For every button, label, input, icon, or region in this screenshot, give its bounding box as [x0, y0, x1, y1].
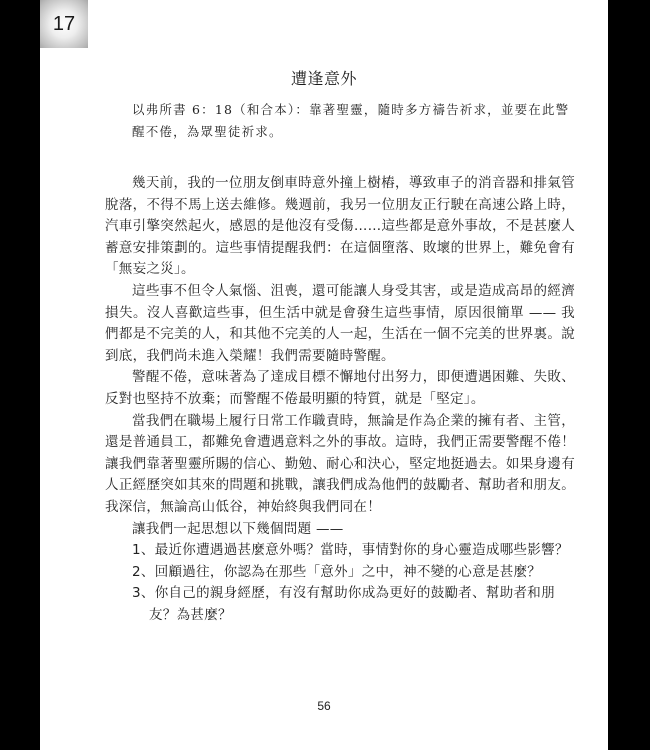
- question-item: [105, 540, 575, 562]
- question-text: 3、你自己的親身經歷，有沒有幫助你成為更好的鼓勵者、幫助者和朋友？為甚麼？: [132, 585, 555, 623]
- page-number: 56: [317, 699, 331, 713]
- chapter-number-badge: [40, 0, 88, 48]
- paragraph: 這些事不但令人氣惱、沮喪，還可能讓人身受其害，或是造成高昂的經濟損失。沒人喜歡這些事，但生活中就是會發生這些事情，原因很簡單 —— 我們都是不完美的人，和其他不完美的人一起，生活在一個不完美的世界裏。說到底，我們尚未進入榮耀！我們需要隨時警醒。: [105, 282, 575, 364]
- paragraph: 幾天前，我的一位朋友倒車時意外撞上樹樁，導致車子的消音器和排氣管脫落，不得不馬上送去維修。幾週前，我另一位朋友正行駛在高速公路上時，汽車引擎突然起火，感恩的是他沒有受傷……這些都是意外事故，不是甚麼人蓄意安排策劃的。這些事情提醒我們：在這個墮落、敗壞的世界上，難免會有「無妄之災」。: [105, 175, 575, 278]
- document-page: [40, 0, 608, 750]
- paragraph: 當我們在職場上履行日常工作職責時，無論是作為企業的擁有者、主管，還是普通員工，都難免會遭遇意料之外的事故。這時，我們正需要警醒不倦！讓我們靠著聖靈所賜的信心、勤勉、耐心和決心，堅定地挺過去。如果身邊有人正經歷突如其來的問題和挑戰，讓我們成為他們的鼓勵者、幫助者和朋友。我深信，無論高山低谷，神始終與我們同在！: [105, 412, 575, 515]
- chapter-number: 17: [52, 12, 76, 35]
- question-item: [105, 562, 575, 584]
- reflection-questions: [105, 540, 575, 626]
- question-item: [105, 583, 575, 626]
- page-title: 遭逢意外: [290, 69, 357, 88]
- paragraph: 警醒不倦，意味著為了達成目標不懈地付出努力，即便遭遇困難、失敗、反對也堅持不放棄；而警醒不倦最明顯的特質，就是「堅定」。: [105, 369, 575, 407]
- article-body: [105, 173, 575, 626]
- question-text: 2、回顧過往，你認為在那些「意外」之中，神不變的心意是甚麼？: [132, 563, 542, 580]
- scripture-verse: 以弗所書 6：18（和合本）：靠著聖靈，隨時多方禱告祈求，並要在此警醒不倦，為眾聖徒祈求。: [132, 102, 570, 139]
- question-text: 1、最近你遭遇過甚麼意外嗎？當時，事情對你的身心靈造成哪些影響？: [132, 542, 569, 559]
- reflection-prompt: 讓我們一起思想以下幾個問題 ——: [132, 520, 344, 537]
